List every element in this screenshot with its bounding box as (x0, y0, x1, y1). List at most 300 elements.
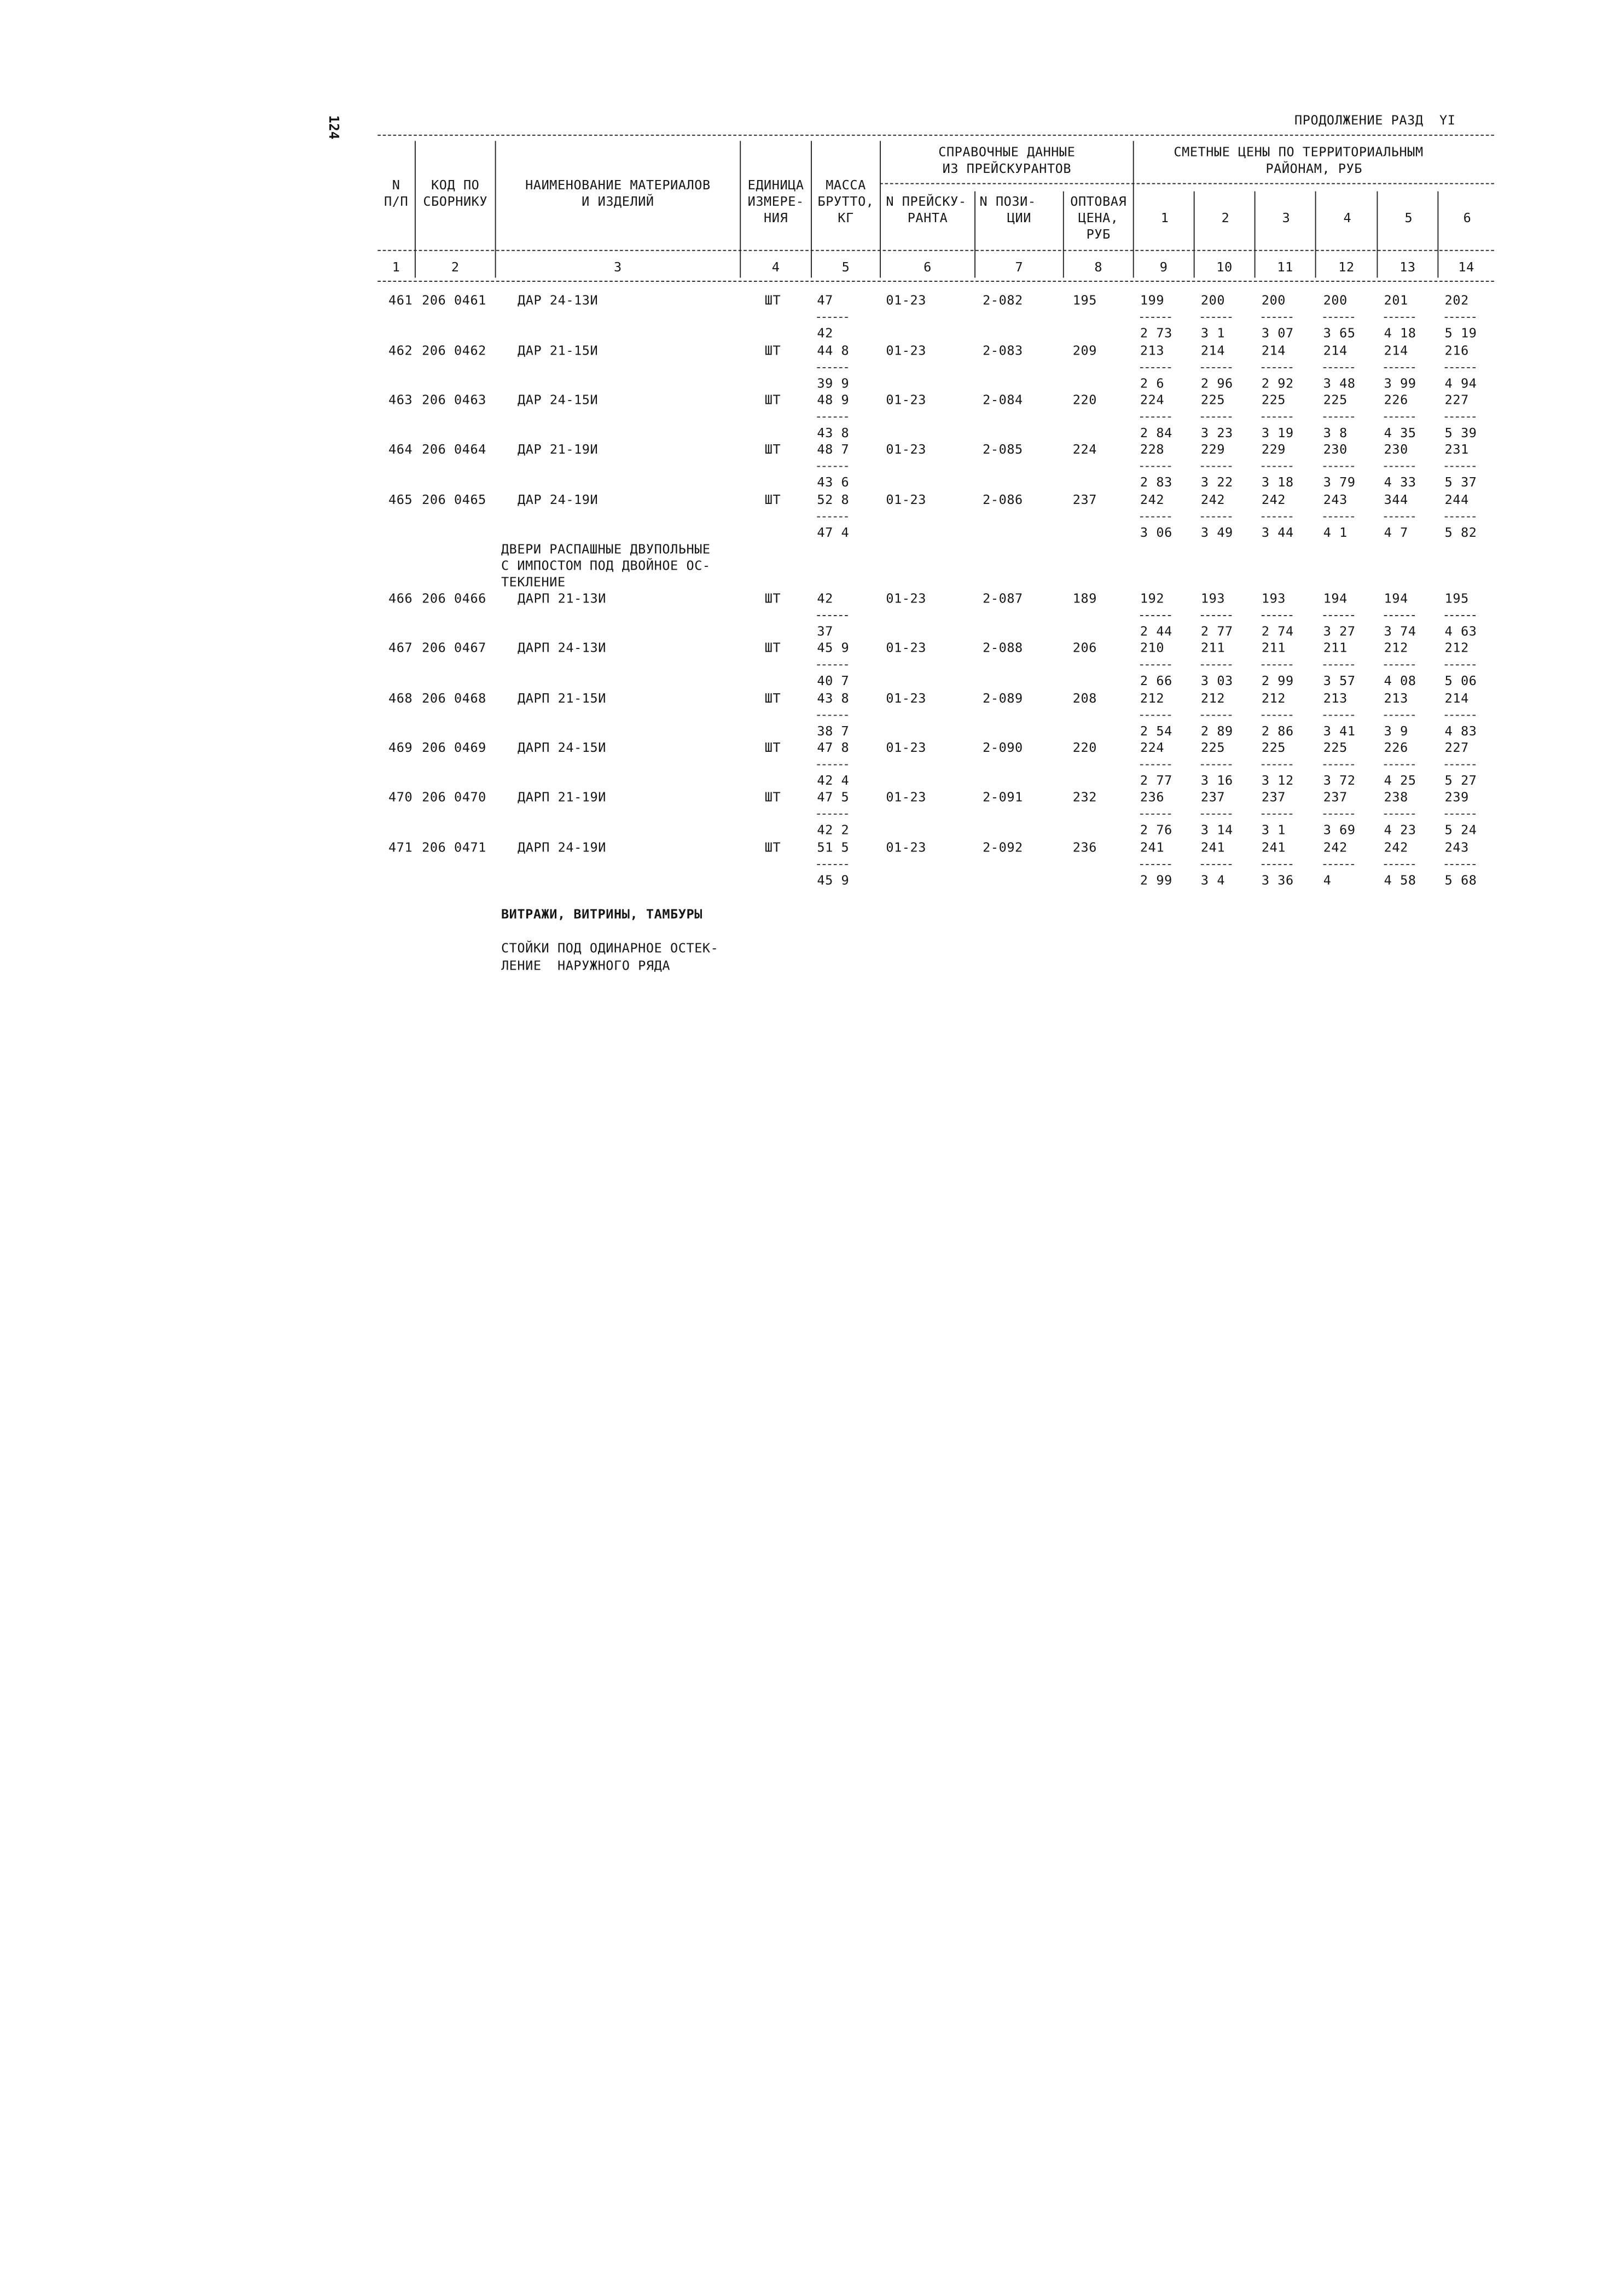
row-code: 206 0467 (422, 640, 486, 656)
row-region-1-top: 210 (1140, 640, 1165, 656)
row-region-2-bottom: 3 14 (1200, 821, 1233, 838)
row-region-1-bottom: 2 77 (1140, 772, 1172, 788)
row-region-6-top: 195 (1444, 590, 1469, 606)
row-wholesale-price: 189 (1072, 590, 1097, 606)
row-region-5-bottom: 4 08 (1384, 672, 1416, 688)
fraction-bar (1140, 615, 1171, 616)
row-number: 464 (388, 441, 413, 457)
row-unit: ШТ (764, 640, 781, 656)
row-mass-top: 48 7 (817, 441, 850, 457)
row-name: ДАРП 24-19И (518, 839, 606, 855)
row-region-3-top: 193 (1261, 590, 1286, 606)
row-region-2-bottom: 3 03 (1200, 672, 1233, 688)
row-pricelist: 01-23 (886, 292, 926, 308)
row-unit: ШТ (764, 491, 781, 507)
column-number-9: 9 (1159, 259, 1168, 275)
page-number: 124 (325, 115, 341, 140)
fraction-bar (817, 764, 847, 766)
fraction-bar (1201, 814, 1232, 815)
column-number-11: 11 (1277, 259, 1293, 275)
vrule-4 (811, 141, 812, 278)
row-region-1-bottom: 2 76 (1140, 821, 1172, 838)
hdr-pricelist-2: РАНТА (907, 210, 948, 225)
row-region-3-top: 237 (1261, 788, 1286, 804)
row-region-5-bottom: 4 25 (1384, 772, 1416, 788)
row-region-3-bottom: 3 1 (1261, 821, 1286, 838)
row-region-5-bottom: 3 74 (1384, 623, 1416, 639)
row-region-3-bottom: 2 86 (1261, 723, 1294, 739)
fraction-bar (817, 517, 847, 518)
row-name: ДАР 21-15И (518, 342, 599, 358)
row-region-1-bottom: 2 73 (1140, 324, 1172, 341)
hdr-ref-1: СПРАВОЧНЫЕ ДАННЫЕ (938, 144, 1076, 160)
row-region-3-bottom: 3 44 (1261, 524, 1294, 540)
row-number: 461 (388, 292, 413, 308)
row-region-6-bottom: 5 19 (1444, 324, 1477, 341)
row-mass-top: 47 5 (817, 788, 850, 804)
row-pricelist: 01-23 (886, 788, 926, 804)
row-region-6-top: 202 (1444, 292, 1469, 308)
row-region-3-bottom: 3 07 (1261, 324, 1294, 341)
row-region-6-bottom: 4 83 (1444, 723, 1477, 739)
row-unit: ШТ (764, 739, 781, 755)
row-region-6-top: 239 (1444, 788, 1469, 804)
fraction-bar (1384, 864, 1415, 865)
row-region-3-top: 212 (1261, 690, 1286, 706)
row-pricelist: 01-23 (886, 590, 926, 606)
row-region-4-top: 237 (1323, 788, 1348, 804)
row-region-1-bottom: 2 84 (1140, 425, 1172, 440)
fraction-bar (1384, 615, 1415, 616)
row-unit: ШТ (764, 441, 781, 457)
row-region-2-top: 237 (1200, 788, 1226, 804)
row-region-6-top: 227 (1444, 392, 1469, 408)
fraction-bar (817, 466, 847, 467)
row-region-5-top: 242 (1384, 839, 1408, 855)
row-code: 206 0471 (422, 839, 486, 855)
fraction-bar (1262, 814, 1292, 815)
row-number: 468 (388, 690, 413, 706)
row-mass-bottom: 38 7 (817, 723, 850, 739)
row-region-5-top: 238 (1384, 788, 1408, 804)
row-region-4-bottom: 3 48 (1323, 375, 1356, 391)
row-position: 2-087 (983, 590, 1023, 606)
row-region-1-top: 241 (1140, 839, 1165, 855)
row-region-5-top: 226 (1384, 739, 1408, 755)
row-region-6-bottom: 5 37 (1444, 474, 1477, 490)
row-unit: ШТ (764, 788, 781, 804)
row-region-4-bottom: 3 41 (1323, 723, 1356, 739)
row-mass-top: 47 8 (817, 739, 850, 755)
row-region-5-bottom: 3 9 (1384, 723, 1408, 739)
row-position: 2-084 (983, 392, 1023, 408)
row-region-6-top: 227 (1444, 739, 1469, 755)
row-region-5-top: 201 (1384, 292, 1408, 308)
row-name: ДАР 24-15И (518, 392, 599, 408)
fraction-bar (1445, 517, 1476, 518)
hdr-mass-3: КГ (838, 210, 854, 225)
subsection-line-3: ТЕКЛЕНИЕ (501, 573, 566, 590)
column-number-7: 7 (1015, 259, 1024, 275)
row-code: 206 0470 (422, 788, 486, 804)
fraction-bar (1384, 664, 1415, 665)
fraction-bar (1323, 416, 1354, 418)
row-region-1-top: 224 (1140, 739, 1165, 755)
row-unit: ШТ (764, 839, 781, 855)
fraction-bar (1140, 864, 1171, 865)
hdr-prices-2: РАЙОНАМ, РУБ (1265, 160, 1363, 176)
fraction-bar (1445, 814, 1476, 815)
row-mass-bottom: 42 4 (817, 772, 850, 788)
fraction-bar (1201, 864, 1232, 865)
row-name: ДАРП 24-13И (518, 640, 606, 656)
row-region-5-top: 226 (1384, 392, 1408, 408)
row-region-1-top: 236 (1140, 788, 1165, 804)
row-mass-bottom: 40 7 (817, 672, 850, 688)
fraction-bar (1201, 367, 1232, 368)
subsection-line-2: С ИМПОСТОМ ПОД ДВОЙНОЕ ОС- (501, 557, 711, 573)
row-number: 470 (388, 788, 413, 804)
hdr-region-1: 1 (1160, 210, 1169, 225)
row-region-5-top: 230 (1384, 441, 1408, 457)
fraction-bar (1445, 416, 1476, 418)
column-number-3: 3 (614, 259, 622, 275)
column-number-14: 14 (1458, 259, 1474, 275)
row-number: 466 (388, 590, 413, 606)
row-region-1-top: 213 (1140, 342, 1165, 358)
row-wholesale-price: 236 (1072, 839, 1097, 855)
row-position: 2-089 (983, 690, 1023, 706)
row-wholesale-price: 209 (1072, 342, 1097, 358)
row-region-4-top: 194 (1323, 590, 1348, 606)
row-mass-bottom: 42 2 (817, 821, 850, 838)
fraction-bar (1140, 715, 1171, 716)
fraction-bar (1262, 864, 1292, 865)
row-mass-bottom: 39 9 (817, 375, 850, 391)
row-region-3-top: 229 (1261, 441, 1286, 457)
row-region-6-bottom: 5 68 (1444, 872, 1477, 888)
hdr-unit-1: ЕДИНИЦА (747, 177, 804, 193)
hdr-unit-3: НИЯ (764, 210, 788, 225)
fraction-bar (1140, 664, 1171, 665)
hdr-region-5: 5 (1404, 210, 1413, 225)
row-mass-bottom: 43 8 (817, 425, 850, 440)
row-mass-bottom: 37 (817, 623, 833, 639)
row-region-5-top: 344 (1384, 491, 1408, 507)
fraction-bar (1201, 466, 1232, 467)
row-region-6-top: 231 (1444, 441, 1469, 457)
fraction-bar (1262, 615, 1292, 616)
row-region-5-bottom: 4 33 (1384, 474, 1416, 490)
row-mass-top: 44 8 (817, 342, 850, 358)
fraction-bar (1262, 764, 1292, 766)
row-region-1-bottom: 2 54 (1140, 723, 1172, 739)
fraction-bar (1262, 416, 1292, 418)
row-code: 206 0461 (422, 292, 486, 308)
fraction-bar (1140, 317, 1171, 318)
row-region-1-top: 224 (1140, 392, 1165, 408)
row-mass-top: 47 (817, 292, 833, 308)
row-wholesale-price: 232 (1072, 788, 1097, 804)
row-region-5-bottom: 4 58 (1384, 872, 1416, 888)
fraction-bar (1323, 317, 1354, 318)
row-region-5-top: 213 (1384, 690, 1408, 706)
row-code: 206 0463 (422, 392, 486, 408)
row-region-4-top: 225 (1323, 392, 1348, 408)
row-region-4-bottom: 3 27 (1323, 623, 1356, 639)
hdr-region-3: 3 (1282, 210, 1291, 225)
row-wholesale-price: 237 (1072, 491, 1097, 507)
fraction-bar (1140, 517, 1171, 518)
row-name: ДАР 24-13И (518, 292, 599, 308)
row-region-2-top: 229 (1200, 441, 1226, 457)
fraction-bar (1445, 367, 1476, 368)
row-mass-bottom: 42 (817, 324, 833, 341)
row-name: ДАРП 21-19И (518, 788, 606, 804)
hdr-unit-2: ИЗМЕРЕ- (747, 193, 804, 209)
row-region-2-top: 242 (1200, 491, 1226, 507)
row-pricelist: 01-23 (886, 441, 926, 457)
fraction-bar (1323, 367, 1354, 368)
column-number-4: 4 (771, 259, 780, 275)
row-region-2-top: 211 (1200, 640, 1226, 656)
row-region-2-bottom: 3 49 (1200, 524, 1233, 540)
row-pricelist: 01-23 (886, 739, 926, 755)
rule-header-bottom (377, 250, 1494, 251)
fraction-bar (1384, 466, 1415, 467)
row-region-6-top: 216 (1444, 342, 1469, 358)
row-region-4-top: 225 (1323, 739, 1348, 755)
row-code: 206 0466 (422, 590, 486, 606)
row-region-2-top: 225 (1200, 392, 1226, 408)
row-region-2-bottom: 3 4 (1200, 872, 1226, 888)
row-region-6-bottom: 5 24 (1444, 821, 1477, 838)
row-number: 471 (388, 839, 413, 855)
row-number: 462 (388, 342, 413, 358)
row-region-5-bottom: 4 23 (1384, 821, 1416, 838)
row-position: 2-092 (983, 839, 1023, 855)
row-region-2-bottom: 3 16 (1200, 772, 1233, 788)
fraction-bar (1201, 416, 1232, 418)
fraction-bar (1323, 615, 1354, 616)
row-name: ДАРП 21-13И (518, 590, 606, 606)
row-region-1-bottom: 2 44 (1140, 623, 1172, 639)
fraction-bar (1384, 814, 1415, 815)
fraction-bar (1140, 416, 1171, 418)
row-mass-top: 43 8 (817, 690, 850, 706)
row-region-5-top: 212 (1384, 640, 1408, 656)
row-code: 206 0469 (422, 739, 486, 755)
fraction-bar (1384, 367, 1415, 368)
row-wholesale-price: 195 (1072, 292, 1097, 308)
fraction-bar (1201, 615, 1232, 616)
row-position: 2-088 (983, 640, 1023, 656)
row-region-2-top: 225 (1200, 739, 1226, 755)
row-region-2-bottom: 3 23 (1200, 425, 1233, 440)
fraction-bar (817, 814, 847, 815)
row-number: 463 (388, 392, 413, 408)
row-wholesale-price: 208 (1072, 690, 1097, 706)
row-region-5-bottom: 4 18 (1384, 324, 1416, 341)
row-position: 2-086 (983, 491, 1023, 507)
continuation-label: ПРОДОЛЖЕНИЕ РАЗД YI (1294, 112, 1456, 128)
column-number-13: 13 (1399, 259, 1416, 275)
fraction-bar (1201, 715, 1232, 716)
fraction-bar (1384, 715, 1415, 716)
row-pricelist: 01-23 (886, 491, 926, 507)
fraction-bar (1140, 367, 1171, 368)
row-region-3-top: 225 (1261, 392, 1286, 408)
hdr-ref-2: ИЗ ПРЕЙСКУРАНТОВ (942, 160, 1072, 176)
row-wholesale-price: 224 (1072, 441, 1097, 457)
hdr-num-1: N (392, 177, 400, 193)
row-mass-top: 52 8 (817, 491, 850, 507)
fraction-bar (1384, 517, 1415, 518)
hdr-pricelist-1: N ПРЕЙСКУ- (886, 193, 967, 209)
row-region-4-top: 213 (1323, 690, 1348, 706)
row-region-1-top: 228 (1140, 441, 1165, 457)
row-region-3-top: 200 (1261, 292, 1286, 308)
fraction-bar (1262, 317, 1292, 318)
row-position: 2-085 (983, 441, 1023, 457)
column-number-10: 10 (1216, 259, 1233, 275)
row-region-6-bottom: 5 06 (1444, 672, 1477, 688)
hdr-region-4: 4 (1343, 210, 1352, 225)
row-region-1-top: 199 (1140, 292, 1165, 308)
column-number-2: 2 (451, 259, 460, 275)
row-number: 465 (388, 491, 413, 507)
hdr-region-2: 2 (1221, 210, 1230, 225)
fraction-bar (1201, 517, 1232, 518)
vrule-2 (495, 141, 496, 278)
fraction-bar (1262, 466, 1292, 467)
row-mass-top: 48 9 (817, 392, 850, 408)
hdr-mass-1: МАССА (826, 177, 866, 193)
row-pricelist: 01-23 (886, 392, 926, 408)
row-region-1-bottom: 2 66 (1140, 672, 1172, 688)
fraction-bar (1201, 764, 1232, 766)
row-region-3-top: 241 (1261, 839, 1286, 855)
row-region-2-top: 214 (1200, 342, 1226, 358)
row-mass-bottom: 43 6 (817, 474, 850, 490)
fraction-bar (1262, 715, 1292, 716)
row-mass-bottom: 47 4 (817, 524, 850, 540)
row-region-3-bottom: 3 12 (1261, 772, 1294, 788)
row-region-4-top: 230 (1323, 441, 1348, 457)
row-region-3-bottom: 3 18 (1261, 474, 1294, 490)
row-name: ДАР 21-19И (518, 441, 599, 457)
rule-colnums-bottom (377, 281, 1494, 282)
row-wholesale-price: 220 (1072, 739, 1097, 755)
row-region-6-top: 214 (1444, 690, 1469, 706)
row-pricelist: 01-23 (886, 690, 926, 706)
row-code: 206 0465 (422, 491, 486, 507)
fraction-bar (1323, 814, 1354, 815)
row-region-3-bottom: 3 19 (1261, 425, 1294, 440)
row-region-4-bottom: 4 (1323, 872, 1332, 888)
row-region-4-top: 211 (1323, 640, 1348, 656)
row-region-3-top: 211 (1261, 640, 1286, 656)
row-unit: ШТ (764, 690, 781, 706)
hdr-num-2: П/П (384, 193, 409, 209)
fraction-bar (1140, 764, 1171, 766)
row-region-2-top: 212 (1200, 690, 1226, 706)
row-region-6-top: 212 (1444, 640, 1469, 656)
hdr-mass-2: БРУТТО, (817, 193, 874, 209)
row-pricelist: 01-23 (886, 640, 926, 656)
row-region-2-bottom: 2 89 (1200, 723, 1233, 739)
row-region-6-bottom: 4 63 (1444, 623, 1477, 639)
fraction-bar (817, 367, 847, 368)
row-region-4-top: 200 (1323, 292, 1348, 308)
row-region-6-bottom: 4 94 (1444, 375, 1477, 391)
fraction-bar (1323, 764, 1354, 766)
hdr-position-1: N ПОЗИ- (979, 193, 1036, 209)
fraction-bar (1323, 715, 1354, 716)
row-region-1-bottom: 2 83 (1140, 474, 1172, 490)
fraction-bar (1445, 864, 1476, 865)
row-name: ДАРП 21-15И (518, 690, 606, 706)
row-region-3-top: 214 (1261, 342, 1286, 358)
vrule-1 (415, 141, 416, 278)
row-region-1-top: 192 (1140, 590, 1165, 606)
row-pricelist: 01-23 (886, 839, 926, 855)
fraction-bar (817, 864, 847, 865)
row-region-2-top: 193 (1200, 590, 1226, 606)
row-region-3-top: 242 (1261, 491, 1286, 507)
section-title: ВИТРАЖИ, ВИТРИНЫ, ТАМБУРЫ (501, 906, 702, 922)
row-mass-top: 51 5 (817, 839, 850, 855)
row-unit: ШТ (764, 292, 781, 308)
row-region-2-top: 241 (1200, 839, 1226, 855)
fraction-bar (1323, 664, 1354, 665)
row-wholesale-price: 206 (1072, 640, 1097, 656)
row-region-3-bottom: 2 99 (1261, 672, 1294, 688)
row-unit: ШТ (764, 392, 781, 408)
footer-note-line-1: СТОЙКИ ПОД ОДИНАРНОЕ ОСТЕК- (501, 940, 719, 956)
row-wholesale-price: 220 (1072, 392, 1097, 408)
row-unit: ШТ (764, 342, 781, 358)
row-region-6-top: 244 (1444, 491, 1469, 507)
row-name: ДАР 24-19И (518, 491, 599, 507)
row-region-5-bottom: 4 7 (1384, 524, 1408, 540)
fraction-bar (817, 664, 847, 665)
row-region-2-top: 200 (1200, 292, 1226, 308)
fraction-bar (1445, 715, 1476, 716)
fraction-bar (1140, 814, 1171, 815)
row-region-5-bottom: 4 35 (1384, 425, 1416, 440)
row-region-4-bottom: 3 65 (1323, 324, 1356, 341)
fraction-bar (817, 416, 847, 418)
hdr-region-6: 6 (1463, 210, 1472, 225)
column-number-8: 8 (1094, 259, 1103, 275)
row-region-2-bottom: 2 96 (1200, 375, 1233, 391)
fraction-bar (1140, 466, 1171, 467)
hdr-position-2: ЦИИ (1007, 210, 1032, 225)
row-region-6-bottom: 5 39 (1444, 425, 1477, 440)
row-region-6-bottom: 5 27 (1444, 772, 1477, 788)
fraction-bar (1323, 517, 1354, 518)
fraction-bar (817, 615, 847, 616)
row-region-1-top: 212 (1140, 690, 1165, 706)
column-number-5: 5 (841, 259, 850, 275)
fraction-bar (817, 317, 847, 318)
row-position: 2-082 (983, 292, 1023, 308)
row-region-2-bottom: 3 22 (1200, 474, 1233, 490)
fraction-bar (1384, 764, 1415, 766)
row-region-4-top: 242 (1323, 839, 1348, 855)
row-region-2-bottom: 3 1 (1200, 324, 1226, 341)
